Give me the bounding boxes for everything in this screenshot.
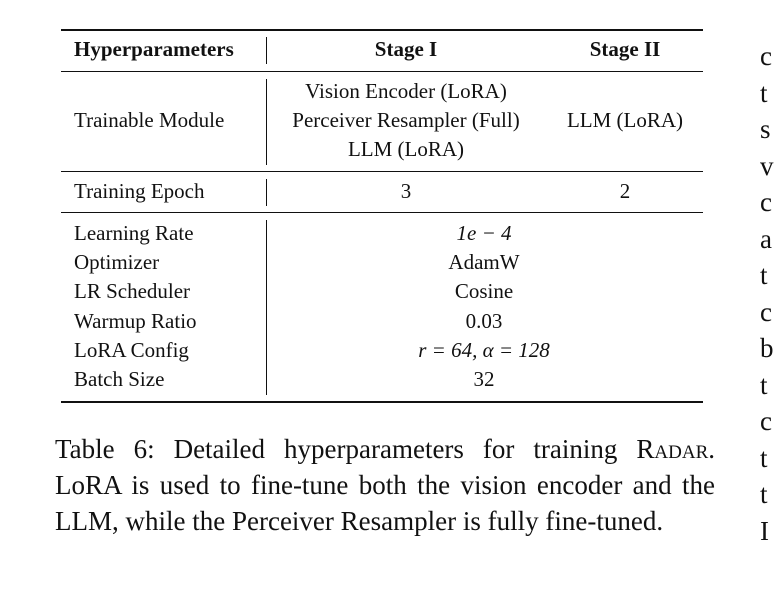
header-stage-1: Stage I (374, 37, 438, 61)
adjacent-fragment: s (760, 114, 771, 144)
adjacent-fragment: t (760, 77, 768, 108)
row-label-trainable-module: Trainable Module (74, 108, 225, 132)
header-hyperparameters: Hyperparameters (74, 37, 234, 61)
adjacent-fragment: t (760, 442, 768, 473)
top-rule (61, 29, 703, 31)
adjacent-fragment: t (760, 260, 768, 290)
row-label-warmup-ratio: Warmup Ratio (74, 309, 197, 333)
row-label-learning-rate: Learning Rate (74, 221, 194, 245)
stage1-epoch-value: 3 (400, 179, 412, 203)
model-name-radar: Radar (636, 434, 709, 464)
hyperparameter-table (61, 29, 703, 403)
row-label-training-epoch: Training Epoch (74, 179, 205, 203)
column-separator (266, 179, 267, 206)
adjacent-fragment: c (760, 296, 772, 327)
column-separator (266, 220, 267, 395)
adjacent-fragment: t (760, 479, 768, 509)
adjacent-fragment: c (760, 187, 772, 217)
header-stage-2: Stage II (589, 37, 661, 61)
adjacent-fragment: c (760, 41, 772, 71)
adjacent-fragment: b (760, 333, 774, 363)
batch-size-value: 32 (473, 367, 495, 391)
column-separator (266, 37, 267, 64)
optimizer-value: AdamW (448, 250, 520, 274)
lr-scheduler-value: Cosine (454, 279, 514, 303)
caption-suffix: . LoRA is used to fine-tune both the vision encoder and the LLM, while the Perceiver Resampler is fully fine-tuned. (55, 434, 715, 536)
caption-prefix: Table 6: Detailed hyperparameters for training (55, 434, 637, 464)
learning-rate-value: 1e − 4 (456, 221, 512, 245)
stage1-module-llm: LLM (LoRA) (347, 137, 465, 161)
stage2-module-llm: LLM (LoRA) (566, 108, 684, 132)
header-rule (61, 71, 703, 72)
epoch-rule (61, 212, 703, 213)
column-separator (266, 79, 267, 165)
stage1-module-vision-encoder: Vision Encoder (LoRA) (305, 79, 507, 103)
row-label-lr-scheduler: LR Scheduler (74, 279, 191, 303)
table-caption (55, 431, 715, 539)
stage2-epoch-value: 2 (619, 179, 631, 203)
adjacent-fragment: a (760, 223, 772, 254)
row-label-batch-size: Batch Size (74, 367, 165, 391)
row-label-optimizer: Optimizer (74, 250, 160, 274)
bottom-rule (61, 401, 703, 403)
adjacent-column-text (760, 38, 780, 549)
row-label-lora-config: LoRA Config (74, 338, 189, 362)
lora-config-value: r = 64, α = 128 (418, 338, 550, 362)
adjacent-fragment: t (760, 369, 768, 400)
warmup-ratio-value: 0.03 (465, 309, 503, 333)
adjacent-fragment: c (760, 406, 772, 436)
adjacent-fragment: v (760, 150, 774, 181)
adjacent-fragment: I (760, 515, 769, 546)
module-rule (61, 171, 703, 172)
stage1-module-perceiver-resampler: Perceiver Resampler (Full) (292, 108, 520, 132)
